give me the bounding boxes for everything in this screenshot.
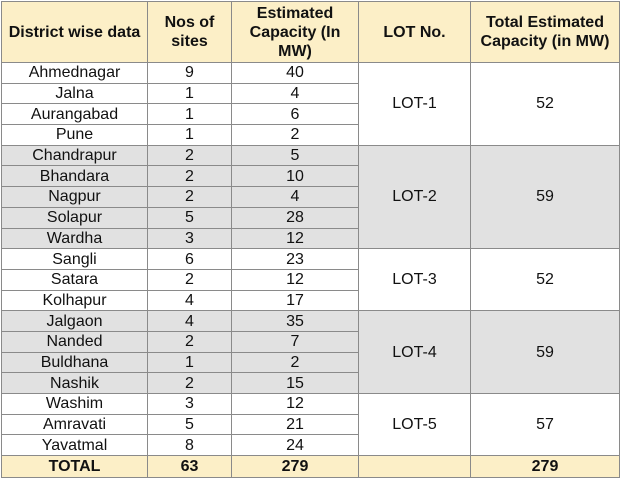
- district-cell: Yavatmal: [2, 435, 148, 456]
- sites-cell: 2: [148, 145, 232, 166]
- total-row: [2, 456, 620, 478]
- sites-cell: 1: [148, 352, 232, 373]
- header-capacity: Estimated Capacity (In MW): [232, 2, 359, 63]
- district-cell: Jalna: [2, 83, 148, 104]
- header-lot: LOT No.: [359, 2, 471, 63]
- header-district: District wise data: [2, 2, 148, 63]
- capacity-cell: 21: [232, 414, 359, 435]
- total-estimated-capacity: 279: [471, 456, 620, 478]
- sites-cell: 4: [148, 290, 232, 311]
- header-sites: Nos of sites: [148, 2, 232, 63]
- district-capacity-table: [1, 1, 620, 478]
- district-cell: Amravati: [2, 414, 148, 435]
- header-row: [2, 2, 620, 63]
- district-cell: Nashik: [2, 373, 148, 394]
- district-cell: Buldhana: [2, 352, 148, 373]
- capacity-cell: 6: [232, 104, 359, 125]
- lot-cell: LOT-5: [359, 394, 471, 456]
- capacity-cell: 2: [232, 352, 359, 373]
- sites-cell: 6: [148, 249, 232, 270]
- lot-total-capacity-cell: 59: [471, 311, 620, 394]
- sites-cell: 9: [148, 63, 232, 84]
- total-sites: 63: [148, 456, 232, 478]
- lot-total-capacity-cell: 52: [471, 63, 620, 146]
- lot-cell: LOT-1: [359, 63, 471, 146]
- sites-cell: 5: [148, 207, 232, 228]
- table-row: [2, 311, 620, 332]
- capacity-cell: 5: [232, 145, 359, 166]
- sites-cell: 5: [148, 414, 232, 435]
- capacity-cell: 10: [232, 166, 359, 187]
- sites-cell: 1: [148, 125, 232, 146]
- sites-cell: 2: [148, 269, 232, 290]
- district-cell: Wardha: [2, 228, 148, 249]
- district-cell: Nagpur: [2, 187, 148, 208]
- table-row: [2, 394, 620, 415]
- total-lot: [359, 456, 471, 478]
- capacity-cell: 28: [232, 207, 359, 228]
- district-cell: Chandrapur: [2, 145, 148, 166]
- header-total-capacity: Total Estimated Capacity (in MW): [471, 2, 620, 63]
- lot-cell: LOT-4: [359, 311, 471, 394]
- capacity-cell: 17: [232, 290, 359, 311]
- sites-cell: 1: [148, 104, 232, 125]
- sites-cell: 1: [148, 83, 232, 104]
- district-cell: Ahmednagar: [2, 63, 148, 84]
- capacity-cell: 24: [232, 435, 359, 456]
- table-row: [2, 145, 620, 166]
- district-cell: Kolhapur: [2, 290, 148, 311]
- lot-cell: LOT-3: [359, 249, 471, 311]
- sites-cell: 3: [148, 228, 232, 249]
- district-cell: Nanded: [2, 331, 148, 352]
- capacity-cell: 7: [232, 331, 359, 352]
- sites-cell: 4: [148, 311, 232, 332]
- district-cell: Aurangabad: [2, 104, 148, 125]
- capacity-cell: 4: [232, 83, 359, 104]
- total-capacity: 279: [232, 456, 359, 478]
- table-row: [2, 249, 620, 270]
- capacity-cell: 15: [232, 373, 359, 394]
- table-body: [2, 63, 620, 478]
- sites-cell: 8: [148, 435, 232, 456]
- capacity-cell: 4: [232, 187, 359, 208]
- capacity-cell: 40: [232, 63, 359, 84]
- capacity-cell: 12: [232, 228, 359, 249]
- lot-total-capacity-cell: 52: [471, 249, 620, 311]
- total-label: TOTAL: [2, 456, 148, 478]
- district-cell: Satara: [2, 269, 148, 290]
- capacity-cell: 2: [232, 125, 359, 146]
- district-cell: Pune: [2, 125, 148, 146]
- sites-cell: 3: [148, 394, 232, 415]
- district-cell: Bhandara: [2, 166, 148, 187]
- capacity-cell: 23: [232, 249, 359, 270]
- lot-total-capacity-cell: 59: [471, 145, 620, 248]
- district-cell: Solapur: [2, 207, 148, 228]
- sites-cell: 2: [148, 187, 232, 208]
- lot-cell: LOT-2: [359, 145, 471, 248]
- district-cell: Sangli: [2, 249, 148, 270]
- capacity-cell: 12: [232, 394, 359, 415]
- sites-cell: 2: [148, 373, 232, 394]
- district-cell: Washim: [2, 394, 148, 415]
- sites-cell: 2: [148, 331, 232, 352]
- lot-total-capacity-cell: 57: [471, 394, 620, 456]
- capacity-cell: 12: [232, 269, 359, 290]
- capacity-cell: 35: [232, 311, 359, 332]
- sites-cell: 2: [148, 166, 232, 187]
- table-row: [2, 63, 620, 84]
- district-cell: Jalgaon: [2, 311, 148, 332]
